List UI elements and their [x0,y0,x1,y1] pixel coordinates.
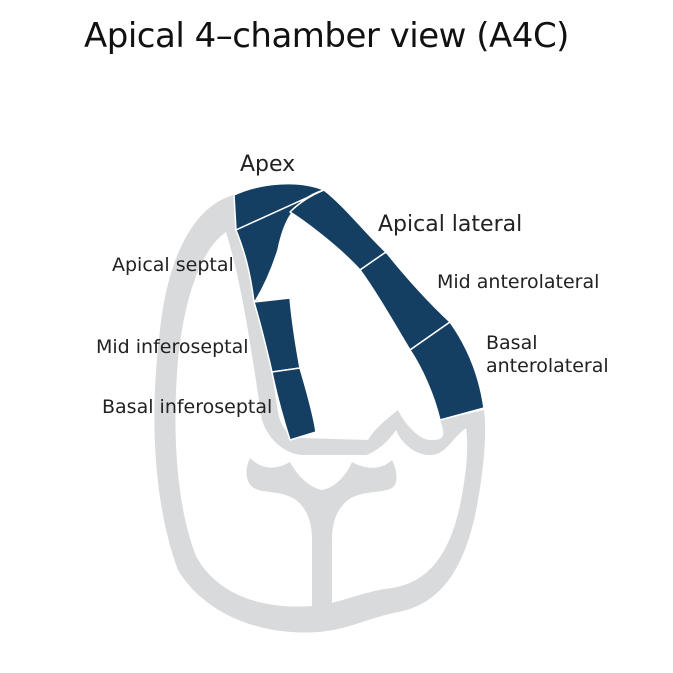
label-basal-inferoseptal: Basal inferoseptal [102,396,273,418]
label-mid-anterolateral: Mid anterolateral [437,271,600,293]
label-apical-lateral: Apical lateral [378,212,523,237]
label-basal-anterolateral-line1: Basal [486,332,538,354]
segment-apical-lateral[interactable] [290,190,386,270]
label-basal-anterolateral-line2: anterolateral [486,355,609,377]
label-apex: Apex [240,152,296,177]
diagram-title: Apical 4–chamber view (A4C) [84,16,569,56]
label-apical-septal: Apical septal [112,254,234,276]
label-mid-inferoseptal: Mid inferoseptal [96,336,249,358]
